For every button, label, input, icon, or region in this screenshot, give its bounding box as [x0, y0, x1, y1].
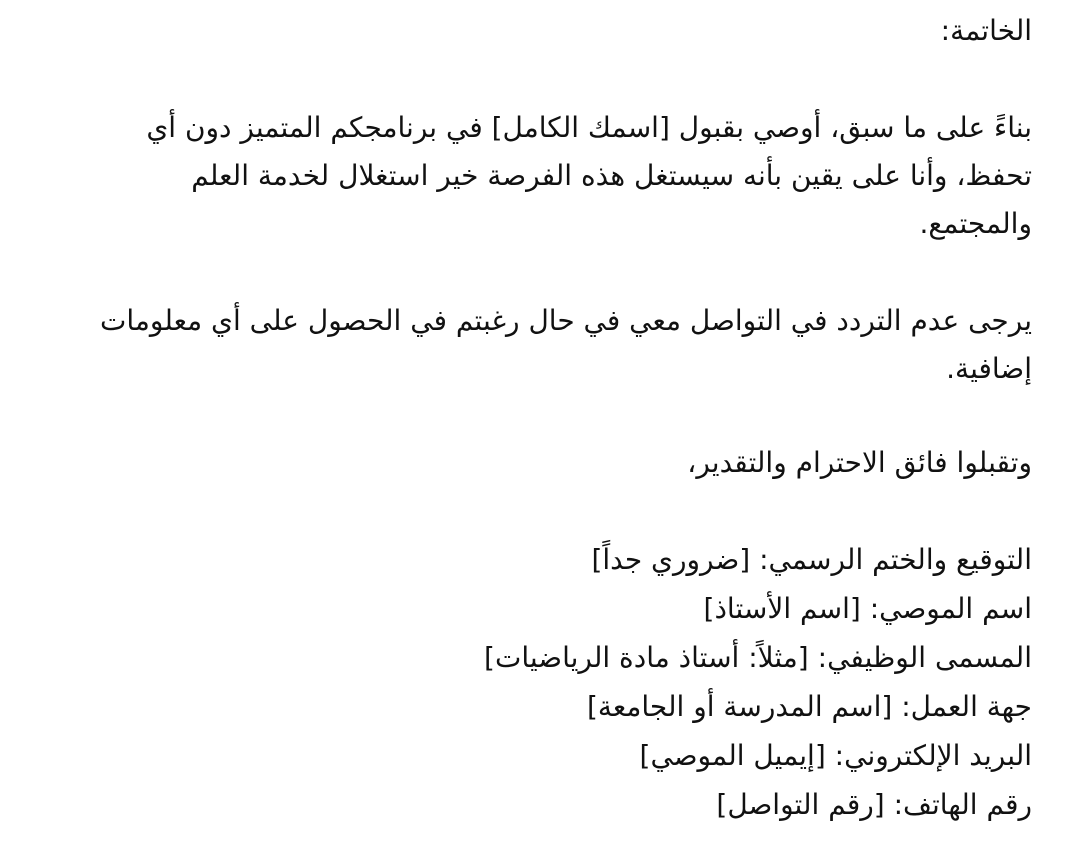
signature-stamp-value: [ضروري جداً]	[591, 542, 751, 576]
closing-salutation: وتقبلوا فائق الاحترام والتقدير،	[687, 446, 1032, 480]
phone-value: [رقم التواصل]	[716, 787, 885, 821]
conclusion-heading: الخاتمة:	[940, 14, 1032, 47]
recommendation-paragraph: بناءً على ما سبق، أوصي بقبول [اسمك الكامل] في برنامجكم المتميز دون أي تحفظ، وأنا على يقين بأنه سيستغل هذه الفرصة خير استغلال لخدمة العلم والمجتمع.	[146, 110, 1032, 240]
employer-label: جهة العمل:	[901, 689, 1032, 723]
contact-paragraph: يرجى عدم التردد في التواصل معي في حال رغبتم في الحصول على أي معلومات إضافية.	[100, 304, 1032, 386]
job-title-label: المسمى الوظيفي:	[817, 640, 1032, 674]
recommender-name-line	[78, 584, 1032, 633]
job-title-line	[78, 633, 1032, 682]
signature-block	[78, 535, 1032, 829]
email-line	[78, 731, 1032, 780]
recommender-name-value: [اسم الأستاذ]	[703, 591, 861, 625]
employer-value: [اسم المدرسة أو الجامعة]	[586, 689, 893, 723]
signature-stamp-line	[78, 535, 1032, 584]
signature-stamp-label: التوقيع والختم الرسمي:	[759, 542, 1032, 576]
recommender-name-label: اسم الموصي:	[869, 591, 1032, 625]
phone-label: رقم الهاتف:	[893, 787, 1032, 821]
phone-line	[78, 780, 1032, 829]
email-value: [إيميل الموصي]	[639, 738, 826, 772]
employer-line	[78, 682, 1032, 731]
email-label: البريد الإلكتروني:	[834, 738, 1032, 772]
job-title-value: [مثلاً: أستاذ مادة الرياضيات]	[484, 640, 809, 674]
